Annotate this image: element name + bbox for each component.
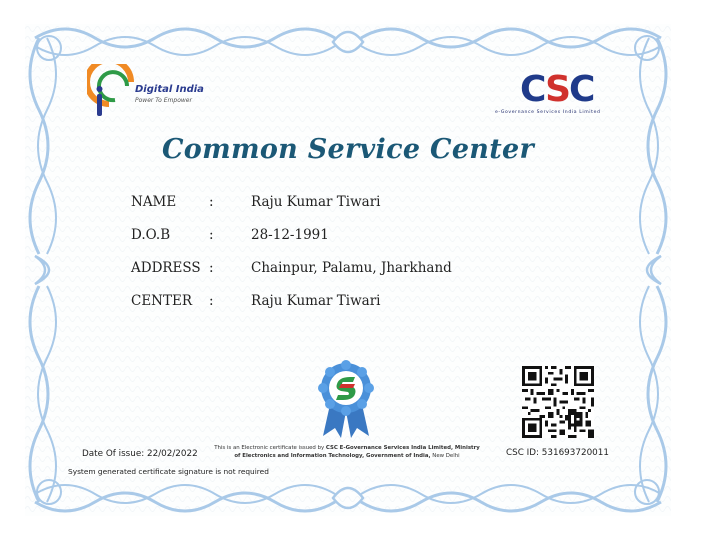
certificate xyxy=(25,24,671,516)
issuer-note-suffix: New Delhi xyxy=(432,453,460,459)
field-label: ADDRESS xyxy=(131,260,201,276)
field-colon: : xyxy=(209,293,214,309)
csc-subtitle: e-Governance Services India Limited xyxy=(495,110,601,115)
field-label: D.O.B xyxy=(131,227,171,243)
field-value: Raju Kumar Tiwari xyxy=(251,293,381,309)
field-value: Chainpur, Palamu, Jharkhand xyxy=(251,260,452,276)
csc-logo-text: CSC xyxy=(520,69,594,108)
qr-code-icon xyxy=(522,366,594,438)
date-of-issue: Date Of issue: 22/02/2022 xyxy=(82,449,198,459)
field-colon: : xyxy=(209,194,214,210)
issuer-note-bold: CSC E-Governance Services India Limited, Ministry of Electronics and Information Technology, Government of India, xyxy=(234,445,480,459)
digital-india-title: Digital India xyxy=(135,84,204,95)
issuer-note-prefix: This is an Electronic certificate issued by xyxy=(214,445,325,451)
system-generated-note: System generated certificate signature is not required xyxy=(68,467,269,476)
field-value: 28-12-1991 xyxy=(251,227,329,243)
field-colon: : xyxy=(209,227,214,243)
field-colon: : xyxy=(209,260,214,276)
issuer-note xyxy=(213,444,481,460)
digital-india-tagline: Power To Empower xyxy=(135,97,192,104)
csc-id: CSC ID: 531693720011 xyxy=(506,448,609,458)
field-value: Raju Kumar Tiwari xyxy=(251,194,381,210)
csc-logo xyxy=(518,68,598,108)
certificate-title: Common Service Center xyxy=(161,134,534,165)
rosette-badge-icon xyxy=(317,360,375,440)
field-label: NAME xyxy=(131,194,177,210)
field-label: CENTER xyxy=(131,293,193,309)
